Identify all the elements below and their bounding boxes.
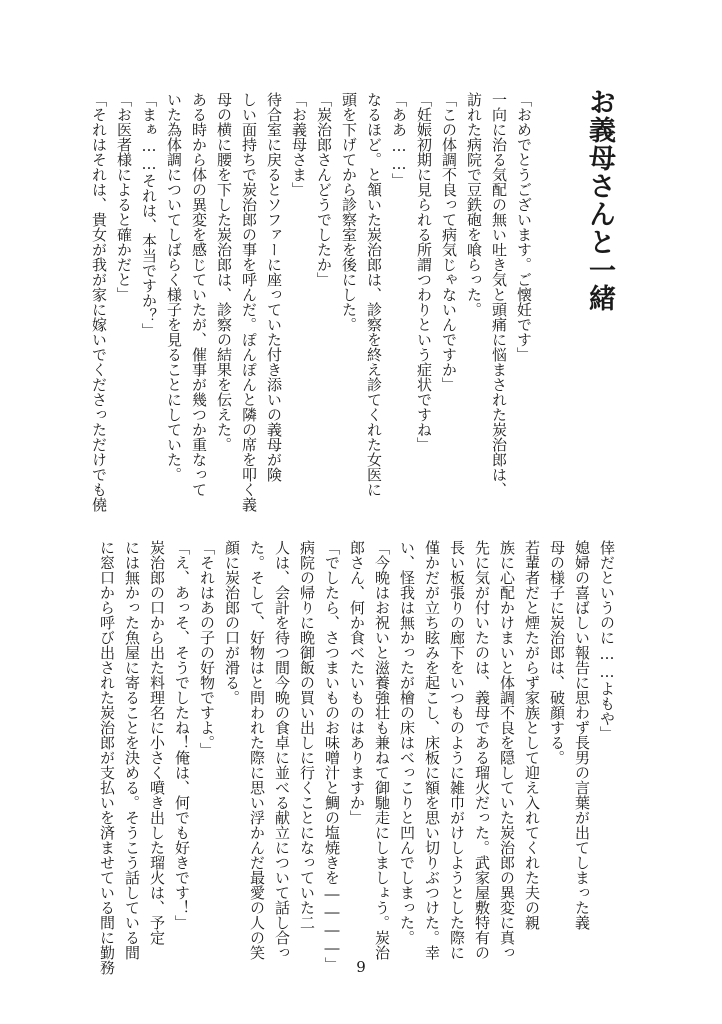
text-column: 「炭治郎さんどうでしたか」 [315,92,333,287]
text-column: いた為体調についてしばらく様子を見ることにしていた。 [165,92,183,482]
page-number: 9 [356,958,366,976]
text-column: 病院の帰りに晩御飯の買い出しに行くことになっていた二 [298,540,316,930]
text-column: 「え、あっそ、そうでしたね！俺は、何でも好きです！」 [173,540,191,930]
text-column: 郎さん、何か食べたいものはありますか」 [348,540,366,825]
text-column: 顔に炭治郎の口が滑る。 [223,540,241,705]
text-column: た。そして、好物はと問われた際に思い浮かんだ最愛の人の笑 [248,540,266,960]
text-column: には無かった魚屋に寄ることを決める。そうこう話している間 [123,540,141,960]
text-column: 若輩者だと煙たがらず家族として迎え入れてくれた夫の親 [523,540,541,930]
text-column: 「今晩はお祝いと滋養強壮も兼ねて御馳走にしましょう。炭治 [373,540,391,960]
text-column: 炭治郎の口から出た料理名に小さく噴き出した瑠火は、予定 [148,540,166,945]
text-column: 母の様子に炭治郎は、破顔する。 [548,540,566,765]
chapter-title: お義母さんと一緒 [584,88,615,312]
text-column: 「お義母さま」 [290,92,308,197]
text-column: 母の横に腰を下した炭治郎は、診察の結果を伝えた。 [215,92,233,452]
text-column: 「でしたら、さつまいものお味噌汁と鯛の塩焼きを――――」 [323,540,341,972]
text-column: 倖だというのに……よもや」 [598,540,616,741]
text-column: 「お医者様によると確かだと」 [115,92,133,302]
text-column: 「それはそれは、貴女が我が家に嫁いでくださっただけでも僥 [90,92,108,512]
text-column: 「この体調不良って病気じゃないんですか」 [440,92,458,392]
text-column: に窓口から呼び出された炭治郎が支払いを済ませている間に勤務 [98,540,116,975]
text-column: 「ああ……」 [390,92,408,188]
text-column: 「それはあの子の好物ですよ。」 [198,540,216,758]
text-column: 待合室に戻るとソファーに座っていた付き添いの義母が険 [265,92,283,482]
text-column: なるほど。と頷いた炭治郎は、診察を終え診てくれた女医に [365,92,383,497]
text-column: 「妊娠初期に見られる所謂つわりという症状ですね」 [415,92,433,452]
text-column: 族に心配かけまいと体調不良を隠していた炭治郎の異変に真っ [498,540,516,960]
text-column: 先に気が付いたのは、義母である瑠火だった。武家屋敷特有の [473,540,491,960]
text-column: い、怪我は無かったが檜の床はべっこりと凹んでしまった。 [398,540,416,945]
text-column: 頭を下げてから診察室を後にした。 [340,92,358,332]
text-column: 「おめでとうございます。ご懐妊です」 [515,92,533,362]
text-column: 僅かだが立ち眩みを起こし、床板に額を思い切りぶつけた。幸 [423,540,441,960]
text-column: しい面持ちで炭治郎の事を呼んだ。ぽんぽんと隣の席を叩く義 [240,92,258,512]
text-column: 訪れた病院で豆鉄砲を喰らった。 [465,92,483,317]
text-column: 人は、会計を待つ間今晩の食卓に並べる献立について話し合っ [273,540,291,960]
text-column: ある時から体の異変を感じていたが、催事が幾つか重なって [190,92,208,497]
text-column: 一向に治る気配の無い吐き気と頭痛に悩まされた炭治郎は、 [490,92,508,497]
text-column: 長い板張りの廊下をいつものように雑巾がけしようとした際に [448,540,466,960]
text-column: 「まぁ……それは、本当ですか？」 [140,92,158,338]
text-column: 媳婦の喜ばしい報告に思わず長男の言葉が出てしまった義 [573,540,591,930]
